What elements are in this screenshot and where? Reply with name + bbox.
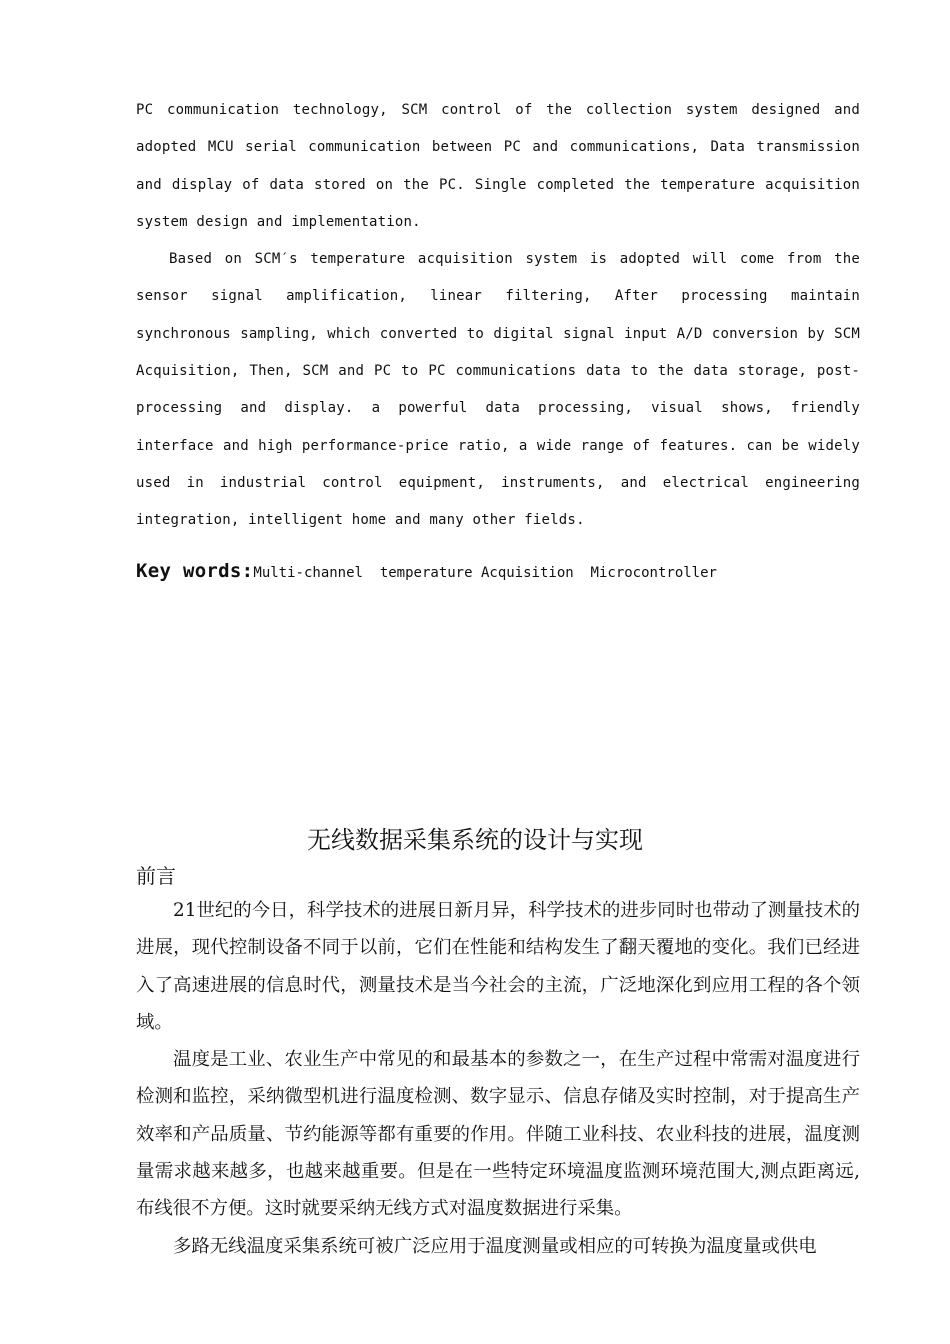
keywords-label: Key words:	[136, 560, 254, 582]
keywords-text: Multi-channel temperature Acquisition Microcontroller	[253, 565, 717, 581]
abstract-paragraph-1: PC communication technology, SCM control of the collection system designed and adopted MCU serial communication between PC and communications, Data transmission and display of data stored on the PC. Single completed the temperature acquisition system design and implementation.	[136, 102, 860, 230]
body-paragraph-2: 温度是工业、农业生产中常见的和最基本的参数之一，在生产过程中常需对温度进行检测和监控，采纳微型机进行温度检测、数字显示、信息存储及实时控制，对于提高生产效率和产品质量、节约能源等都有重要的作用。伴随工业科技、农业科技的进展，温度测量需求越来越多，也越来越重要。但是在一些特定环境温度监测环境范围大,测点距离远,布线很不方便。这时就要采纳无线方式对温度数据进行采集。	[136, 1049, 860, 1220]
abstract-paragraph-2: Based on SCM′s temperature acquisition system is adopted will come from the sensor signal amplification, linear filtering, After processing maintain synchronous sampling, which converted to digital signal input A/D conversion by SCM Acquisition, Then, SCM and PC to PC communications data to the data storage, post-processing and display. a powerful data processing, visual shows, friendly interface and high performance-price ratio, a wide range of features. can be widely used in industrial control equipment, instruments, and electrical engineering integration, intelligent home and many other fields.	[136, 251, 860, 529]
document-title: 无线数据采集系统的设计与实现	[307, 826, 643, 854]
body-paragraph-3: 多路无线温度采集系统可被广泛应用于温度测量或相应的可转换为温度量或供电	[173, 1235, 817, 1257]
keywords-line	[136, 560, 860, 582]
section-body	[136, 892, 860, 1265]
section-heading: 前言	[136, 864, 176, 888]
body-paragraph-1: 21世纪的今日，科学技术的进展日新月异，科学技术的进步同时也带动了测量技术的进展，现代控制设备不同于以前，它们在性能和结构发生了翻天覆地的变化。我们已经进入了高速进展的信息时代，测量技术是当今社会的主流，广泛地深化到应用工程的各个领域。	[136, 900, 860, 1033]
english-abstract	[136, 92, 860, 540]
